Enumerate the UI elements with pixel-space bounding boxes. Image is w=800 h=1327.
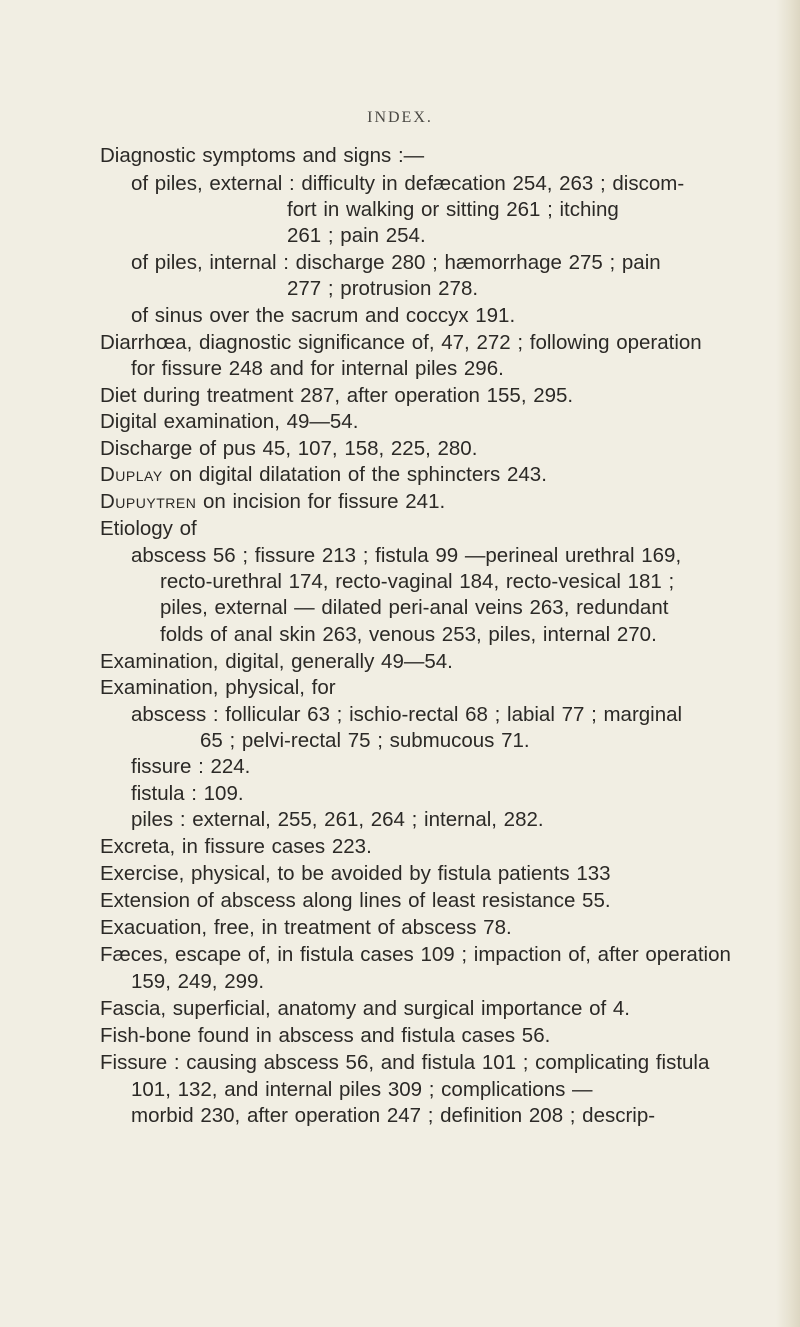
index-line-9: for fissure 248 and for internal piles 296. <box>131 357 504 380</box>
index-line-12: Discharge of pus 45, 107, 158, 225, 280. <box>100 437 478 460</box>
page-header: INDEX. <box>367 109 433 126</box>
index-line-35: Fissure : causing abscess 56, and fistula 101 ; complicating fistula <box>100 1051 710 1074</box>
index-line-13-text: on digital dilatation of the sphincters 243. <box>162 463 547 486</box>
index-line-31: Fæces, escape of, in fistula cases 109 ; impaction of, after operation <box>100 943 731 966</box>
index-line-10: Diet during treatment 287, after operation 155, 295. <box>100 384 574 407</box>
index-line-7: of sinus over the sacrum and coccyx 191. <box>131 304 516 327</box>
index-line-14 <box>100 490 445 514</box>
index-line-14-text: on incision for fissure 241. <box>196 490 446 513</box>
index-line-13 <box>100 463 547 487</box>
index-line-2: of piles, external : difficulty in defæcation 254, 263 ; discom- <box>131 172 685 195</box>
index-line-26: piles : external, 255, 261, 264 ; internal, 282. <box>131 808 544 831</box>
index-line-18: piles, external — dilated peri-anal veins 263, redundant <box>160 596 669 619</box>
index-line-37: morbid 230, after operation 247 ; definition 208 ; descrip- <box>131 1104 656 1127</box>
index-line-17: recto-urethral 174, recto-vaginal 184, recto-vesical 181 ; <box>160 570 675 593</box>
page-edge-shadow <box>776 0 800 1327</box>
index-line-23: 65 ; pelvi-rectal 75 ; submucous 71. <box>200 729 530 752</box>
index-line-8: Diarrhœa, diagnostic significance of, 47, 272 ; following operation <box>100 331 702 354</box>
index-line-36: 101, 132, and internal piles 309 ; complications — <box>131 1078 593 1101</box>
index-line-34: Fish-bone found in abscess and fistula cases 56. <box>100 1024 551 1047</box>
index-line-5: of piles, internal : discharge 280 ; hæmorrhage 275 ; pain <box>131 251 661 274</box>
index-line-24: fissure : 224. <box>131 755 251 778</box>
index-line-30: Exacuation, free, in treatment of abscess 78. <box>100 916 512 939</box>
author-name-duplay: Duplay <box>100 463 163 486</box>
index-line-25: fistula : 109. <box>131 782 244 805</box>
index-line-11: Digital examination, 49—54. <box>100 410 359 433</box>
index-line-33: Fascia, superficial, anatomy and surgical importance of 4. <box>100 997 631 1020</box>
index-line-20: Examination, digital, generally 49—54. <box>100 650 453 673</box>
index-line-6: 277 ; protrusion 278. <box>287 277 479 300</box>
index-line-19: folds of anal skin 263, venous 253, piles, internal 270. <box>160 623 657 646</box>
index-line-27: Excreta, in fissure cases 223. <box>100 835 372 858</box>
index-line-22: abscess : follicular 63 ; ischio-rectal 68 ; labial 77 ; marginal <box>131 703 683 726</box>
index-line-16: abscess 56 ; fissure 213 ; fistula 99 —perineal urethral 169, <box>131 544 682 567</box>
index-line-21: Examination, physical, for <box>100 676 336 699</box>
index-line-29: Extension of abscess along lines of least resistance 55. <box>100 889 611 912</box>
index-line-15: Etiology of <box>100 517 197 540</box>
index-line-4: 261 ; pain 254. <box>287 224 426 247</box>
index-line-3: fort in walking or sitting 261 ; itching <box>287 198 619 221</box>
index-line-32: 159, 249, 299. <box>131 970 265 993</box>
index-line-1: Diagnostic symptoms and signs :— <box>100 144 425 167</box>
author-name-dupuytren: Dupuytren <box>100 490 197 513</box>
index-line-28: Exercise, physical, to be avoided by fistula patients 133 <box>100 862 611 885</box>
